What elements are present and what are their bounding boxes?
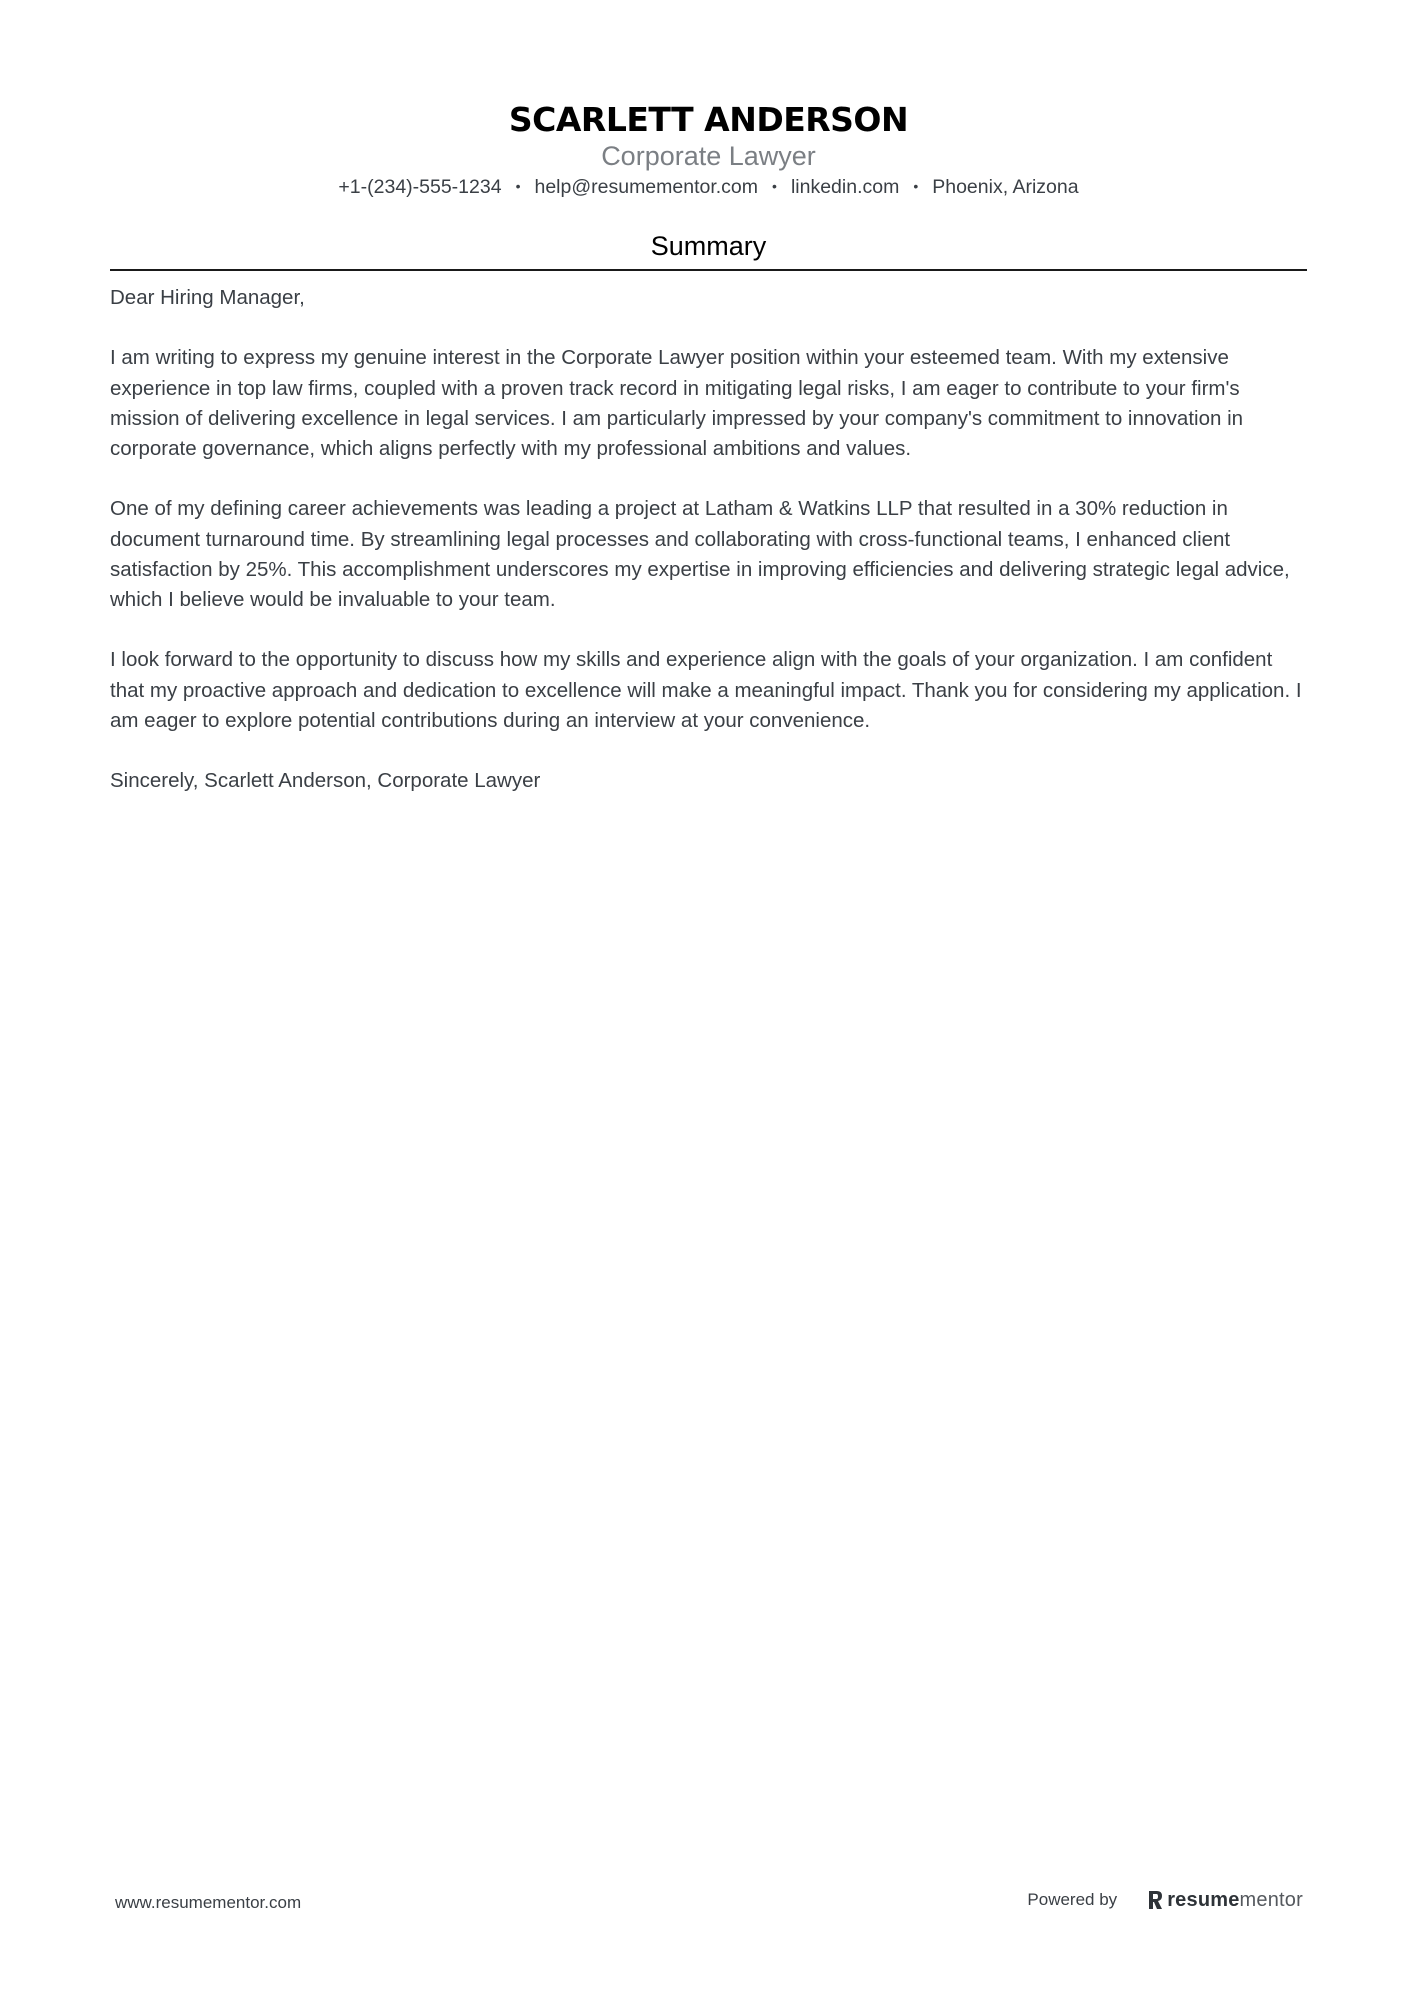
section-title-summary: Summary — [650, 231, 767, 261]
contact-linkedin[interactable]: linkedin.com — [790, 176, 900, 198]
contact-separator: • — [515, 178, 521, 194]
brand-wordmark-bold: resume — [1167, 1889, 1240, 1911]
letter-closing: Sincerely, Scarlett Anderson, Corporate Lawyer — [110, 769, 541, 793]
section-divider — [110, 269, 1307, 271]
resumementor-logo-icon — [1147, 1889, 1163, 1911]
candidate-name: SCARLETT ANDERSON — [508, 100, 909, 139]
contact-separator: • — [913, 178, 919, 194]
letter-paragraph-3: I look forward to the opportunity to discuss how my skills and experience align with the goals of your organization. I am confident that my proactive approach and dedication to excellence will make a meaningful impact. Thank you for considering my application. I am eager to explore potential contributions during an interview at your convenience. — [110, 648, 1302, 732]
letter-paragraph-1: I am writing to express my genuine interest in the Corporate Lawyer position within your esteemed team. With my extensive experience in top law firms, coupled with a proven track record in mitigating legal risks, I am eager to contribute to your firm's mission of delivering excellence in legal services. I am particularly impressed by your company's commitment to innovation in corporate governance, which aligns perfectly with my professional ambitions and values. — [110, 346, 1244, 460]
letter-salutation: Dear Hiring Manager, — [110, 286, 305, 309]
brand-wordmark-light: mentor — [1239, 1889, 1303, 1911]
contact-line — [110, 174, 1307, 199]
contact-phone: +1-(234)-555-1234 — [338, 176, 502, 198]
contact-separator: • — [772, 178, 777, 194]
contact-email[interactable]: help@resumementor.com — [534, 176, 759, 198]
brand-logo[interactable] — [1147, 1888, 1303, 1912]
contact-location: Phoenix, Arizona — [932, 176, 1079, 198]
footer-website-link[interactable]: www.resumementor.com — [115, 1893, 302, 1912]
cover-letter-page — [110, 0, 1307, 1995]
candidate-title: Corporate Lawyer — [601, 141, 816, 171]
footer-branding — [1027, 1888, 1303, 1912]
letter-body — [110, 283, 1307, 827]
powered-by-label: Powered by — [1027, 1890, 1118, 1909]
letter-paragraph-2: One of my defining career achievements was leading a project at Latham & Watkins LLP that resulted in a 30% reduction in document turnaround time. By streamlining legal processes and collaborating with cross-functional teams, I enhanced client satisfaction by 25%. This accomplishment underscores my expertise in improving efficiencies and delivering strategic legal advice, which I believe would be invaluable to your team. — [110, 497, 1290, 611]
brand-wordmark — [1167, 1888, 1303, 1912]
